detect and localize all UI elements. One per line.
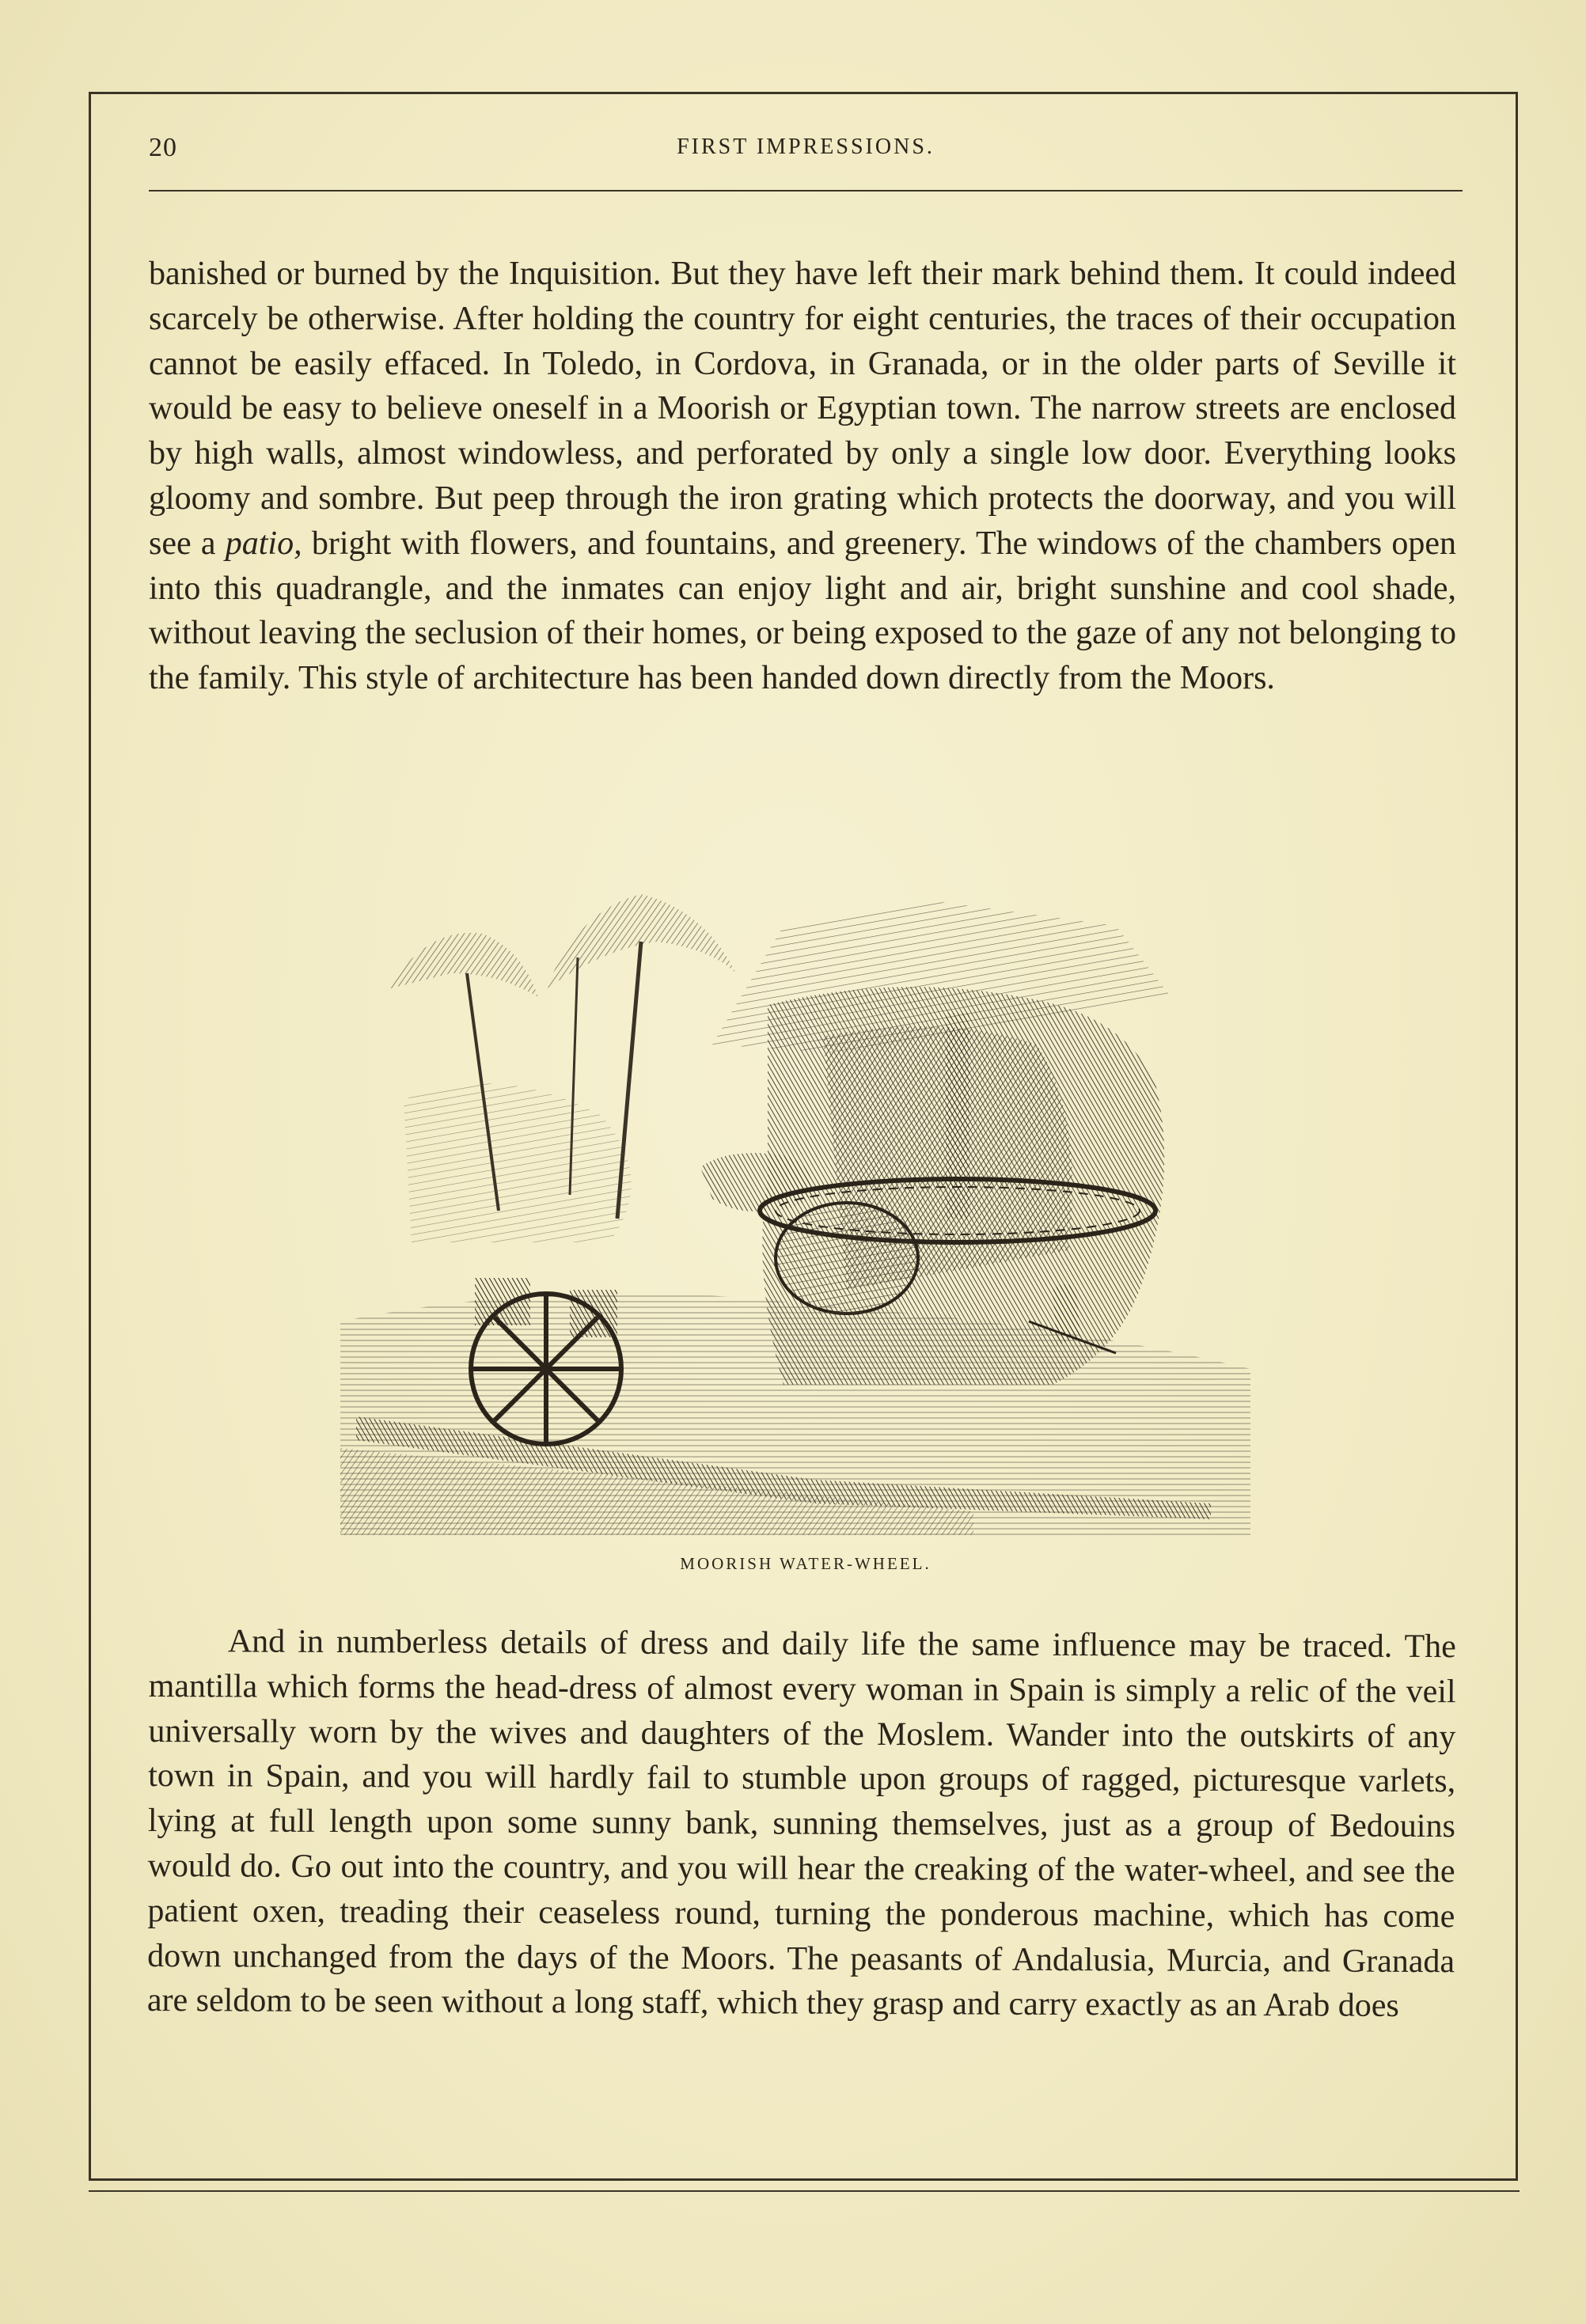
page-border-bottom-rule — [89, 2190, 1520, 2192]
paragraph-1 — [149, 252, 1456, 701]
paragraph-1-text-a: banished or burned by the Inquisition. But they have left their mark behind them. It could indeed scarcely be otherwise. After holding the country for eight centuries, the traces of their occupation cannot be easily effaced. In Toledo, in Cordova, in Granada, or in the older parts of Seville it would be easy to believe oneself in a Moorish or Egyptian town. The narrow streets are enclosed by high walls, almost windowless, and perforated by only a single low door. Everything looks gloomy and sombre. But peep through the iron grating which protects the doorway, and you will see a — [149, 256, 1456, 562]
header-rule — [149, 190, 1463, 191]
engraving-illustration — [340, 878, 1250, 1535]
paragraph-1-italic-patio: patio, — [225, 525, 302, 562]
page-number: 20 — [149, 133, 177, 162]
figure-caption: MOORISH WATER-WHEEL. — [680, 1554, 931, 1573]
page-header — [149, 133, 1463, 172]
water-wheel-engraving — [340, 878, 1250, 1535]
running-title: FIRST IMPRESSIONS. — [677, 135, 935, 159]
paragraph-1-text-b: bright with flowers, and fountains, and greenery. The windows of the chambers open into this quadrangle, and the inmates can enjoy light and air, bright sunshine and cool shade, without leaving the seclusion of their homes, or being exposed to the gaze of any not belonging to the family. This style of architecture has been handed down directly from the Moors. — [149, 525, 1456, 697]
paragraph-2: And in numberless details of dress and daily life the same influence may be traced. The mantilla which forms the head-dress of almost every woman in Spain is simply a relic of the veil universally worn by the wives and daughters of the Moslem. Wander into the outskirts of any town in Spain, and you will hardly fail to stumble upon groups of ragged, picturesque varlets, lying at full length upon some sunny bank, sunning themselves, just as a group of Bedouins would do. Go out into the country, and you will hear the creaking of the water-wheel, and see the patient oxen, treading their ceaseless round, turning the ponderous machine, which has come down unchanged from the days of the Moors. The peasants of Andalusia, Murcia, and Granada are seldom to be seen without a long staff, which they grasp and carry exactly as an Arab does — [146, 1623, 1456, 2025]
